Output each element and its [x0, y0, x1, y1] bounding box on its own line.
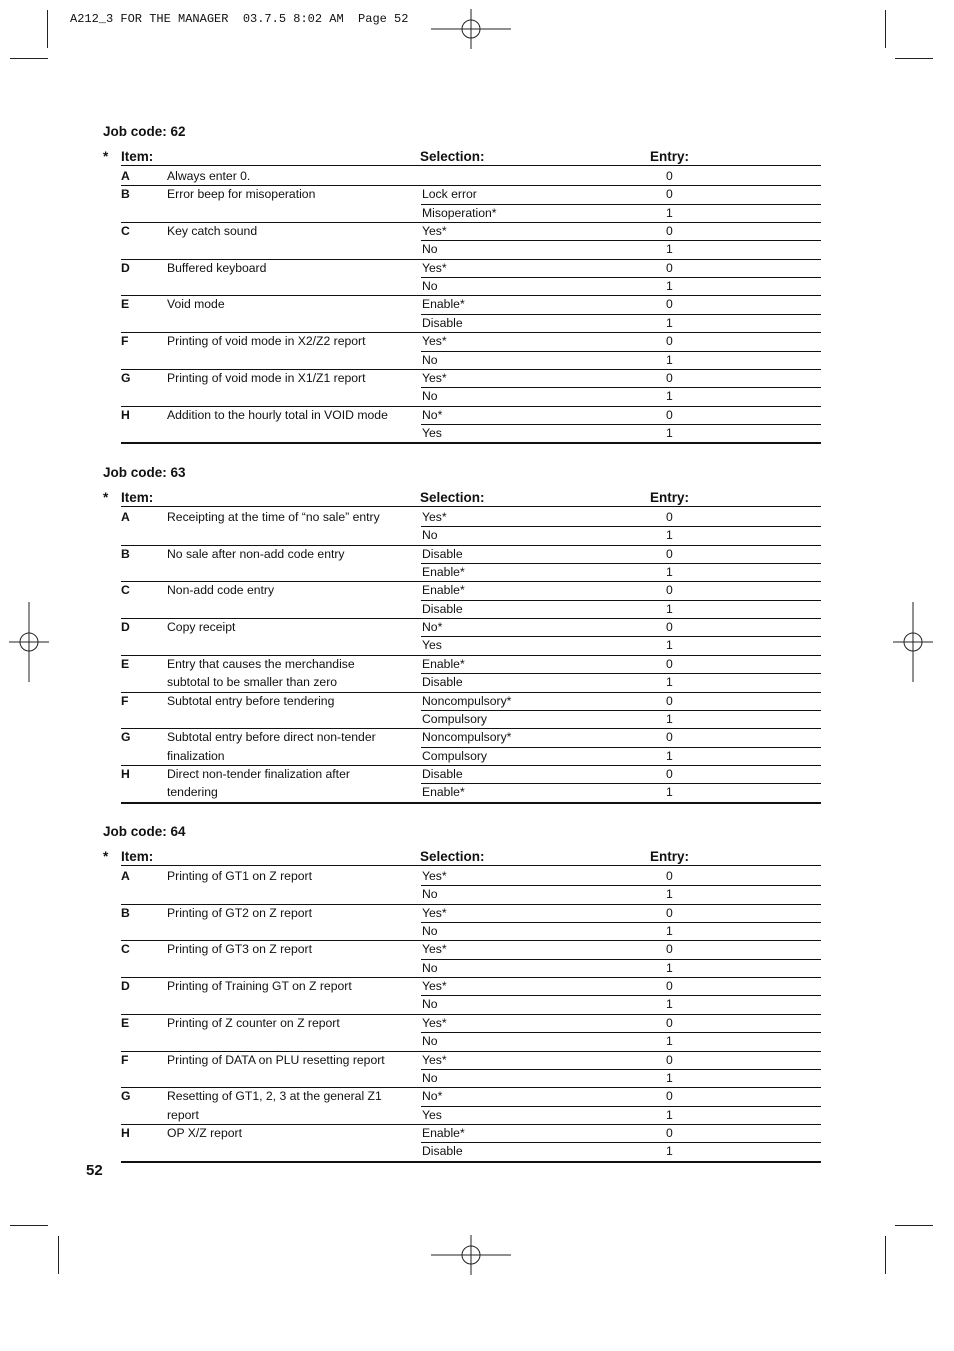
option-selection: Yes*: [422, 334, 447, 349]
option-selection: Yes*: [422, 260, 447, 275]
option-entry: 1: [666, 960, 673, 975]
column-header-entry: Entry:: [650, 490, 690, 505]
item-description: Printing of GT3 on Z report: [167, 942, 312, 957]
item-letter: B: [121, 187, 130, 202]
option-entry: 0: [666, 1125, 673, 1140]
crop-mark-top-left-h: [10, 58, 48, 59]
item-description: Buffered keyboard: [167, 260, 267, 275]
option-entry: 1: [666, 1070, 673, 1085]
item-description: Printing of GT1 on Z report: [167, 869, 312, 883]
option-rule: [421, 922, 821, 923]
item-letter: H: [121, 766, 130, 781]
option-rule: [421, 424, 821, 425]
required-marker: *: [103, 490, 109, 505]
option-selection: Yes*: [422, 942, 447, 957]
option-selection: Enable*: [422, 565, 465, 580]
option-entry: 0: [666, 169, 673, 183]
item-letter: H: [121, 407, 130, 422]
option-rule: [421, 240, 821, 241]
option-entry: 0: [666, 224, 673, 239]
item-letter: G: [121, 370, 131, 385]
page-number: 52: [86, 1162, 103, 1179]
option-entry: 0: [666, 407, 673, 422]
option-selection: No: [422, 242, 438, 257]
option-rule: [421, 600, 821, 601]
option-selection: No: [422, 389, 438, 404]
item-description: Printing of void mode in X1/Z1 report: [167, 370, 366, 385]
option-selection: No*: [422, 620, 443, 635]
item-rule: [121, 1087, 821, 1088]
option-entry: 0: [666, 260, 673, 275]
crop-mark-top-right-h: [895, 58, 933, 59]
option-entry: 1: [666, 425, 673, 440]
item-description: Printing of Z counter on Z report: [167, 1015, 340, 1030]
registration-mark-bottom: [431, 1235, 511, 1275]
option-selection: Misoperation*: [422, 205, 497, 220]
item-rule: [121, 618, 821, 619]
item-description: tendering: [167, 785, 218, 800]
option-rule: [421, 277, 821, 278]
item-rule: [121, 332, 821, 333]
option-entry: 0: [666, 1052, 673, 1067]
option-entry: 1: [666, 565, 673, 580]
option-selection: Yes*: [422, 979, 447, 994]
option-selection: Yes: [422, 638, 442, 653]
option-rule: [421, 387, 821, 388]
option-entry: 0: [666, 546, 673, 561]
option-rule: [421, 673, 821, 674]
option-rule: [421, 526, 821, 527]
item-letter: D: [121, 620, 130, 635]
item-letter: A: [121, 169, 130, 183]
option-entry: 0: [666, 620, 673, 635]
item-rule: [121, 222, 821, 223]
header-rule: [121, 865, 821, 866]
option-selection: No: [422, 960, 438, 975]
item-letter: A: [121, 510, 130, 524]
option-selection: No*: [422, 1089, 443, 1104]
item-description: Subtotal entry before tendering: [167, 693, 335, 708]
option-rule: [421, 1106, 821, 1107]
option-selection: Yes*: [422, 905, 447, 920]
crop-mark-bottom-right-v: [885, 1236, 886, 1274]
option-entry: 1: [666, 528, 673, 543]
item-letter: C: [121, 583, 130, 598]
required-marker: *: [103, 849, 109, 864]
item-letter: D: [121, 260, 130, 275]
table-header: [103, 849, 821, 869]
item-letter: B: [121, 546, 130, 561]
option-selection: Yes*: [422, 1015, 447, 1030]
item-rule: [121, 545, 821, 546]
option-rule: [421, 314, 821, 315]
option-entry: 0: [666, 730, 673, 745]
option-entry: 0: [666, 693, 673, 708]
option-rule: [421, 204, 821, 205]
item-rule: [121, 442, 821, 444]
item-rule: [121, 369, 821, 370]
item-rule: [121, 728, 821, 729]
option-selection: Noncompulsory*: [422, 730, 512, 745]
option-selection: Yes*: [422, 869, 447, 883]
crop-mark-bottom-left-h: [10, 1225, 48, 1226]
item-rule: [121, 692, 821, 693]
item-letter: E: [121, 1015, 130, 1030]
option-selection: No: [422, 279, 438, 294]
item-letter: G: [121, 1089, 131, 1104]
item-rule: [121, 406, 821, 407]
option-selection: Yes*: [422, 1052, 447, 1067]
column-header-selection: Selection:: [420, 490, 485, 505]
item-letter: C: [121, 942, 130, 957]
print-header: A212_3 FOR THE MANAGER 03.7.5 8:02 AM Page 52: [70, 12, 409, 26]
option-entry: 0: [666, 334, 673, 349]
item-rule: [121, 259, 821, 260]
crop-mark-top-right-v: [885, 10, 886, 48]
option-entry: 1: [666, 205, 673, 220]
option-selection: No: [422, 1034, 438, 1049]
option-rule: [421, 885, 821, 886]
column-header-item: Item:: [121, 849, 154, 864]
job-code-title: Job code: 64: [103, 824, 186, 839]
option-selection: Yes: [422, 425, 442, 440]
item-letter: E: [121, 297, 130, 312]
option-rule: [421, 710, 821, 711]
item-description: Resetting of GT1, 2, 3 at the general Z1: [167, 1089, 382, 1104]
option-entry: 1: [666, 785, 673, 800]
option-selection: Noncompulsory*: [422, 693, 512, 708]
option-rule: [421, 1032, 821, 1033]
option-selection: Compulsory: [422, 711, 488, 726]
option-rule: [421, 351, 821, 352]
item-description: Printing of void mode in X2/Z2 report: [167, 334, 366, 349]
option-selection: No: [422, 352, 438, 367]
item-letter: E: [121, 656, 130, 671]
item-letter: F: [121, 693, 129, 708]
item-rule: [121, 904, 821, 905]
option-selection: No: [422, 924, 438, 939]
required-marker: *: [103, 149, 109, 164]
option-rule: [421, 783, 821, 784]
option-entry: 0: [666, 905, 673, 920]
option-entry: 0: [666, 979, 673, 994]
job-code-title: Job code: 63: [103, 465, 186, 480]
registration-mark-top: [431, 9, 511, 49]
column-header-selection: Selection:: [420, 149, 485, 164]
item-description: Key catch sound: [167, 224, 258, 239]
option-selection: Disable: [422, 675, 463, 690]
option-entry: 1: [666, 1034, 673, 1049]
item-letter: B: [121, 905, 130, 920]
item-letter: C: [121, 224, 130, 239]
option-entry: 1: [666, 1144, 673, 1159]
option-entry: 0: [666, 1089, 673, 1104]
job-code-title: Job code: 62: [103, 124, 186, 139]
option-entry: 0: [666, 297, 673, 312]
item-description: report: [167, 1107, 199, 1122]
option-selection: Disable: [422, 601, 463, 616]
column-header-selection: Selection:: [420, 849, 485, 864]
item-letter: F: [121, 1052, 129, 1067]
option-selection: Disable: [422, 1144, 463, 1159]
item-description: OP X/Z report: [167, 1125, 242, 1140]
option-entry: 1: [666, 315, 673, 330]
option-entry: 1: [666, 887, 673, 902]
option-selection: No: [422, 1070, 438, 1085]
item-rule: [121, 765, 821, 766]
item-letter: F: [121, 334, 129, 349]
option-entry: 0: [666, 1015, 673, 1030]
crop-mark-bottom-right-h: [895, 1225, 933, 1226]
item-rule: [121, 581, 821, 582]
header-rule: [121, 506, 821, 507]
option-rule: [421, 1142, 821, 1143]
item-rule: [121, 940, 821, 941]
option-selection: Yes*: [422, 370, 447, 385]
option-entry: 0: [666, 942, 673, 957]
option-entry: 0: [666, 510, 673, 524]
option-entry: 0: [666, 869, 673, 883]
item-rule: [121, 655, 821, 656]
option-selection: Disable: [422, 766, 463, 781]
option-entry: 1: [666, 242, 673, 257]
item-rule: [121, 1014, 821, 1015]
item-description: Void mode: [167, 297, 225, 312]
option-entry: 1: [666, 1107, 673, 1122]
option-selection: Disable: [422, 546, 463, 561]
option-rule: [421, 747, 821, 748]
item-letter: G: [121, 730, 131, 745]
table-header: [103, 149, 821, 169]
option-entry: 0: [666, 370, 673, 385]
option-entry: 1: [666, 924, 673, 939]
registration-mark-left: [9, 602, 49, 682]
item-description: Printing of DATA on PLU resetting report: [167, 1052, 385, 1067]
option-entry: 1: [666, 748, 673, 763]
option-entry: 0: [666, 656, 673, 671]
item-description: Receipting at the time of “no sale” entry: [167, 510, 380, 524]
option-entry: 1: [666, 997, 673, 1012]
item-description: Addition to the hourly total in VOID mode: [167, 407, 388, 422]
item-letter: H: [121, 1125, 130, 1140]
option-selection: Compulsory: [422, 748, 488, 763]
option-selection: Yes: [422, 1107, 442, 1122]
option-rule: [421, 995, 821, 996]
registration-mark-right: [893, 602, 933, 682]
item-description: No sale after non-add code entry: [167, 546, 345, 561]
column-header-entry: Entry:: [650, 849, 690, 864]
option-rule: [421, 563, 821, 564]
item-rule: [121, 977, 821, 978]
option-entry: 1: [666, 711, 673, 726]
item-description: Subtotal entry before direct non-tender: [167, 730, 376, 745]
option-selection: No: [422, 528, 438, 543]
option-entry: 1: [666, 352, 673, 367]
column-header-entry: Entry:: [650, 149, 690, 164]
option-entry: 0: [666, 766, 673, 781]
option-selection: Enable*: [422, 785, 465, 800]
item-letter: A: [121, 869, 130, 883]
item-rule: [121, 1051, 821, 1052]
crop-mark-top-left-v: [47, 10, 48, 48]
option-selection: Lock error: [422, 187, 477, 202]
item-description: Printing of GT2 on Z report: [167, 905, 312, 920]
item-description: Entry that causes the merchandise: [167, 656, 355, 671]
option-selection: Enable*: [422, 583, 465, 598]
column-header-item: Item:: [121, 149, 154, 164]
option-selection: Yes*: [422, 510, 447, 524]
option-rule: [421, 959, 821, 960]
item-description: subtotal to be smaller than zero: [167, 675, 338, 690]
column-header-item: Item:: [121, 490, 154, 505]
item-rule: [121, 1124, 821, 1125]
header-rule: [121, 165, 821, 166]
item-description: Non-add code entry: [167, 583, 275, 598]
item-letter: D: [121, 979, 130, 994]
item-rule: [121, 802, 821, 804]
option-selection: Enable*: [422, 656, 465, 671]
option-selection: Enable*: [422, 297, 465, 312]
option-entry: 1: [666, 279, 673, 294]
option-rule: [421, 636, 821, 637]
item-description: Copy receipt: [167, 620, 236, 635]
option-entry: 1: [666, 675, 673, 690]
option-entry: 1: [666, 389, 673, 404]
table-header: [103, 490, 821, 510]
item-rule: [121, 1161, 821, 1163]
crop-mark-bottom-left-v: [58, 1236, 59, 1274]
item-description: Printing of Training GT on Z report: [167, 979, 352, 994]
option-selection: Yes*: [422, 224, 447, 239]
option-selection: Enable*: [422, 1125, 465, 1140]
item-rule: [121, 295, 821, 296]
option-selection: No: [422, 887, 438, 902]
item-description: finalization: [167, 748, 225, 763]
option-selection: No*: [422, 407, 443, 422]
item-description: Error beep for misoperation: [167, 187, 316, 202]
option-rule: [421, 1069, 821, 1070]
item-description: Always enter 0.: [167, 169, 251, 183]
option-entry: 1: [666, 601, 673, 616]
option-selection: No: [422, 997, 438, 1012]
item-rule: [121, 185, 821, 186]
item-description: Direct non-tender finalization after: [167, 766, 350, 781]
option-entry: 1: [666, 638, 673, 653]
option-selection: Disable: [422, 315, 463, 330]
option-entry: 0: [666, 187, 673, 202]
option-entry: 0: [666, 583, 673, 598]
